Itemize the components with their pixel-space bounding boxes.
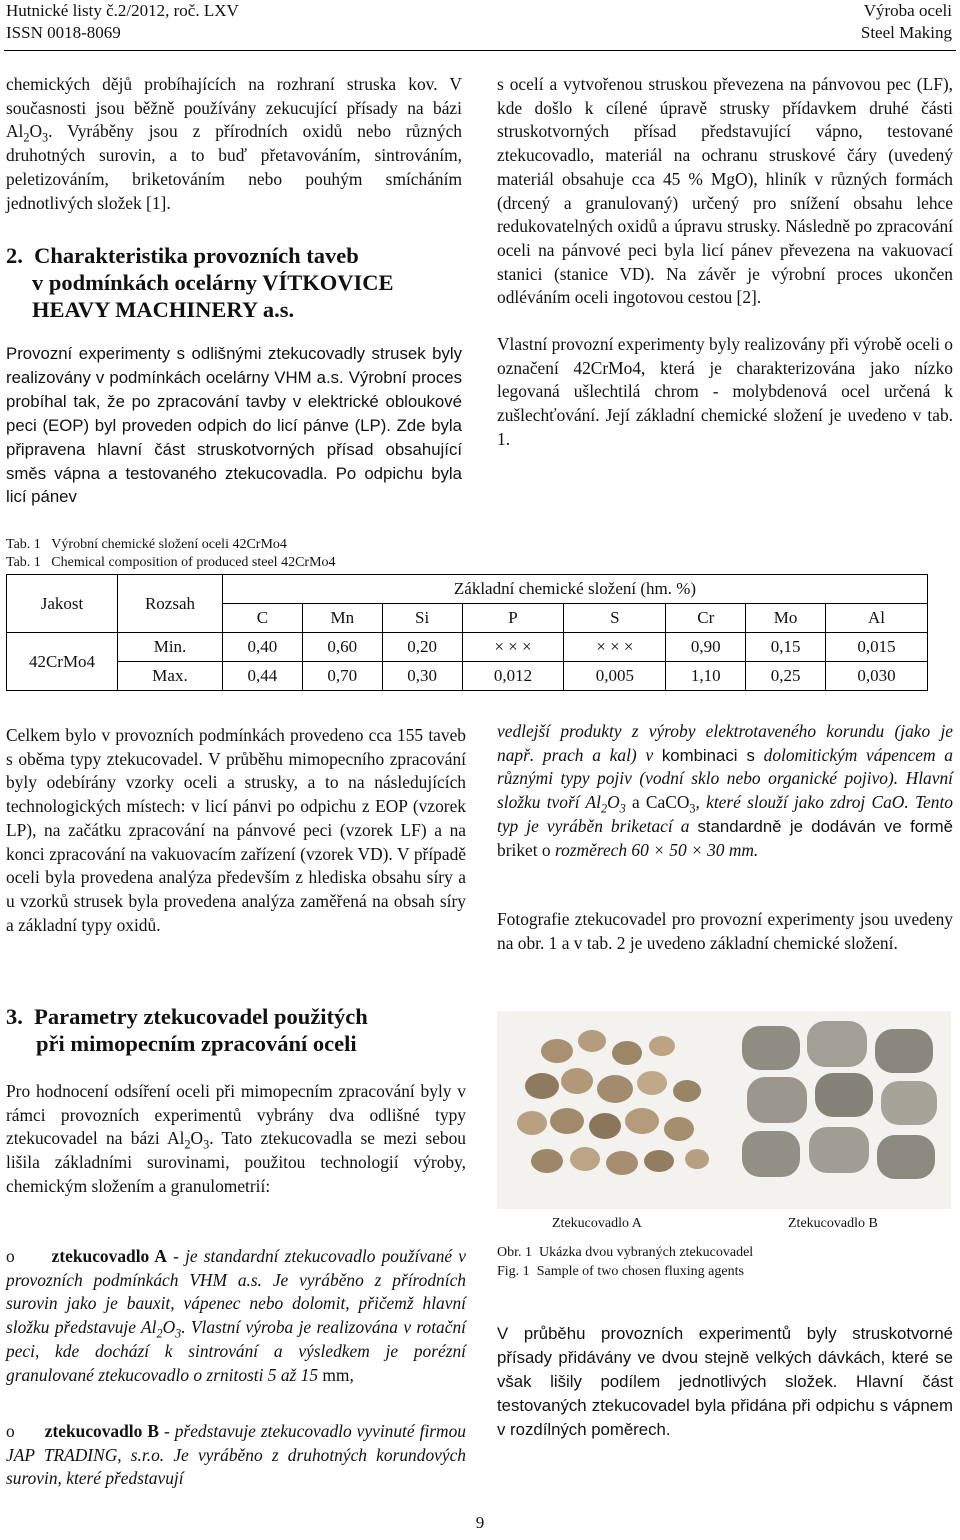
element-header: Si (382, 604, 462, 633)
running-header-right (861, 0, 952, 44)
element-header: Al (826, 604, 928, 633)
value-cell: × × × (564, 633, 666, 662)
table-caption-en: Tab. 1 Chemical composition of produced steel 42CrMo4 (6, 555, 336, 570)
list-item: o ztekucovadlo A - je standardní ztekucovadlo používané v provozních podmínkách VHM a.s. Je vyráběno z přírodních surovin jako je bauxit, vápenec nebo dolomit, přičemž hlavní složku představuje $Al_2O_3$. Vlastní výroba je realizována v rotační peci, kde dochází k sintrování a výsledkem je porézní granulované ztekucovadlo o zrnitosti 5 až 15 mm, (6, 1246, 466, 1385)
element-header: Cr (666, 604, 746, 633)
paragraph: Fotografie ztekucovadel pro provozní experimenty jsou uvedeny na obr. 1 a v tab. 2 je uvedeno základní chemické složení. (497, 909, 953, 953)
paragraph: vedlejší produkty z výroby elektrotaveného korundu (jako je např. prach a kal) v kombinaci s dolomitickým vápencem a různými typy pojiv (vodní sklo nebo organické pojivo). Hlavní složku tvoří $Al_2O_3$ a CaCO$_3$, které slouží jako zdroj CaO. Tento typ je vyráběn briketací a standardně je dodáván ve formě briket o rozměrech 60 × 50 × 30 mm. (497, 721, 953, 860)
running-header-left (6, 0, 239, 44)
section-en: Steel Making (860, 23, 952, 42)
table-row (7, 633, 928, 662)
right-column-bottom (497, 720, 953, 956)
photo-label-b: Ztekucovadlo B (788, 1216, 878, 1231)
value-cell: 0,012 (462, 662, 564, 691)
element-header: S (564, 604, 666, 633)
left-column-bottom (6, 724, 466, 937)
photo-label-a: Ztekucovadlo A (552, 1216, 642, 1231)
element-header: C (223, 604, 303, 633)
journal-title: Hutnické listy č.2/2012, roč. LXV (6, 1, 239, 20)
figure-caption-en: Fig. 1 Sample of two chosen fluxing agents (497, 1264, 744, 1279)
flux-b-briquettes (742, 1021, 937, 1179)
figure-caption-cz: Obr. 1 Ukázka dvou vybraných ztekucovadel (497, 1245, 754, 1260)
value-cell: 1,10 (666, 662, 746, 691)
header-rule (4, 50, 956, 51)
value-cell: 0,40 (223, 633, 303, 662)
value-cell: 0,030 (826, 662, 928, 691)
element-header: P (462, 604, 564, 633)
bullet-a (6, 1245, 466, 1387)
header-grade: Jakost (7, 575, 118, 633)
left-column-bottom-p2 (6, 1080, 466, 1199)
list-item: o ztekucovadlo B - představuje ztekucovadlo vyvinuté firmou JAP TRADING, s.r.o. Je vyráběno z druhotných korundových surovin, které představují (6, 1421, 466, 1489)
right-column-top (497, 73, 953, 452)
issn: ISSN 0018-8069 (6, 23, 121, 42)
value-cell: × × × (462, 633, 564, 662)
value-cell: 0,44 (223, 662, 303, 691)
table-row (7, 662, 928, 691)
range-cell: Max. (118, 662, 223, 691)
left-column-top-p2 (6, 342, 462, 509)
value-cell: 0,20 (382, 633, 462, 662)
value-cell: 0,015 (826, 633, 928, 662)
value-cell: 0,15 (746, 633, 826, 662)
paragraph: V průběhu provozních experimentů byly struskotvorné přísady přidávány ve dvou stejně velkých dávkách, které se však lišily podílem jednotlivých složek. Hlavní část testovaných ztekucovadel byla přidána při odpichu s vápnem v rozdílných poměrech. (497, 1324, 953, 1439)
paragraph: Pro hodnocení odsíření oceli při mimopecním zpracování byly v rámci provozních experimentů vybrány dva odlišné typy ztekucovadel na bázi $Al_2O_3$. Tato ztekucovadla se mezi sebou lišila základními surovinami, použitou technologií výroby, chemickým složením a granulometrií: (6, 1081, 466, 1196)
section-heading-3: 3. Parametry ztekucovadel použitých při mimopecním zpracování oceli (6, 1004, 368, 1056)
flux-photo (497, 1011, 951, 1209)
grade-cell: 42CrMo4 (7, 633, 118, 691)
right-column-last (497, 1322, 953, 1442)
bullet-b (6, 1420, 466, 1491)
left-column-top (6, 73, 462, 215)
composition-table (6, 574, 928, 691)
value-cell: 0,25 (746, 662, 826, 691)
paragraph: Celkem bylo v provozních podmínkách provedeno cca 155 taveb s oběma typy ztekucovadel. V průběhu mimopecního zpracování byly odebírány vzorky oceli a strusky, a to na následujících technologických místech: v licí pánvi po odpichu z EOP (vzorek LP), na začátku zpracování na pánvové peci (vzorek LF) a na konci zpracování na vakuovacím zařízení (vzorek VD). V případě oceli byla provedena analýza především z hlediska obsahu síry a u vzorků strusek byla provedena analýza zaměřená na obsah síry a základní typy oxidů. (6, 725, 466, 935)
element-header: Mo (746, 604, 826, 633)
value-cell: 0,30 (382, 662, 462, 691)
value-cell: 0,005 (564, 662, 666, 691)
paragraph: chemických dějů probíhajících na rozhraní struska kov. V současnosti jsou běžně používány zekucující přísady na bázi $Al_2O_3$. Vyráběny jsou z přírodních oxidů nebo různých druhotných surovin, a to buď přetavováním, sintrováním, peletizováním, briketováním nebo pouhým smícháním jednotlivých složek [1]. (6, 74, 462, 213)
header-group: Základní chemické složení (hm. %) (223, 575, 928, 604)
value-cell: 0,70 (302, 662, 382, 691)
header-range: Rozsah (118, 575, 223, 633)
range-cell: Min. (118, 633, 223, 662)
table-caption-cz: Tab. 1 Výrobní chemické složení oceli 42CrMo4 (6, 537, 287, 552)
section-cz: Výroba oceli (863, 1, 952, 20)
paragraph: Provozní experimenty s odlišnými ztekucovadly strusek byly realizovány v podmínkách ocelárny VHM a.s. Výrobní proces probíhal tak, že po zpracování tavby v elektrické obloukové peci (EOP) byl proveden odpich do licí pánve (LP). Zde byla připravena hlavní část struskotvorných přísad obsahující směs vápna a testovaného ztekucovadla. Po odpichu byla licí pánev (6, 344, 462, 507)
paragraph: s ocelí a vytvořenou struskou převezena na pánvovou pec (LF), kde došlo k cílené úpravě strusky přídavkem druhé části struskotvorných přísad představující vápno, testované ztekucovadlo, materiál na ochranu struskové čáry (uvedený materiál obsahuje cca 45 % MgO), hliník v různých formách (drcený a granulovaný) určený pro snížení obsahu lehce redukovatelných oxidů a úpravu strusky. Následně po zpracování oceli na pánvové peci byla licí pánev převezena na vakuovací stanici (stanice VD). Na závěr je výrobní proces ukončen odléváním oceli ingotovou cestou [2]. (497, 74, 953, 308)
section-heading-2: 2. Charakteristika provozních taveb v podmínkách ocelárny VÍTKOVICE HEAVY MACHINERY a.s. (6, 243, 394, 322)
value-cell: 0,90 (666, 633, 746, 662)
paragraph: Vlastní provozní experimenty byly realizovány při výrobě oceli o označení 42CrMo4, která je charakterizována jako nízko legovaná ušlechtilá chrom - molybdenová ocel určená k zušlechťování. Její základní chemické složení je uvedeno v tab. 1. (497, 334, 953, 449)
value-cell: 0,60 (302, 633, 382, 662)
page-number: 9 (475, 1513, 485, 1532)
element-header: Mn (302, 604, 382, 633)
